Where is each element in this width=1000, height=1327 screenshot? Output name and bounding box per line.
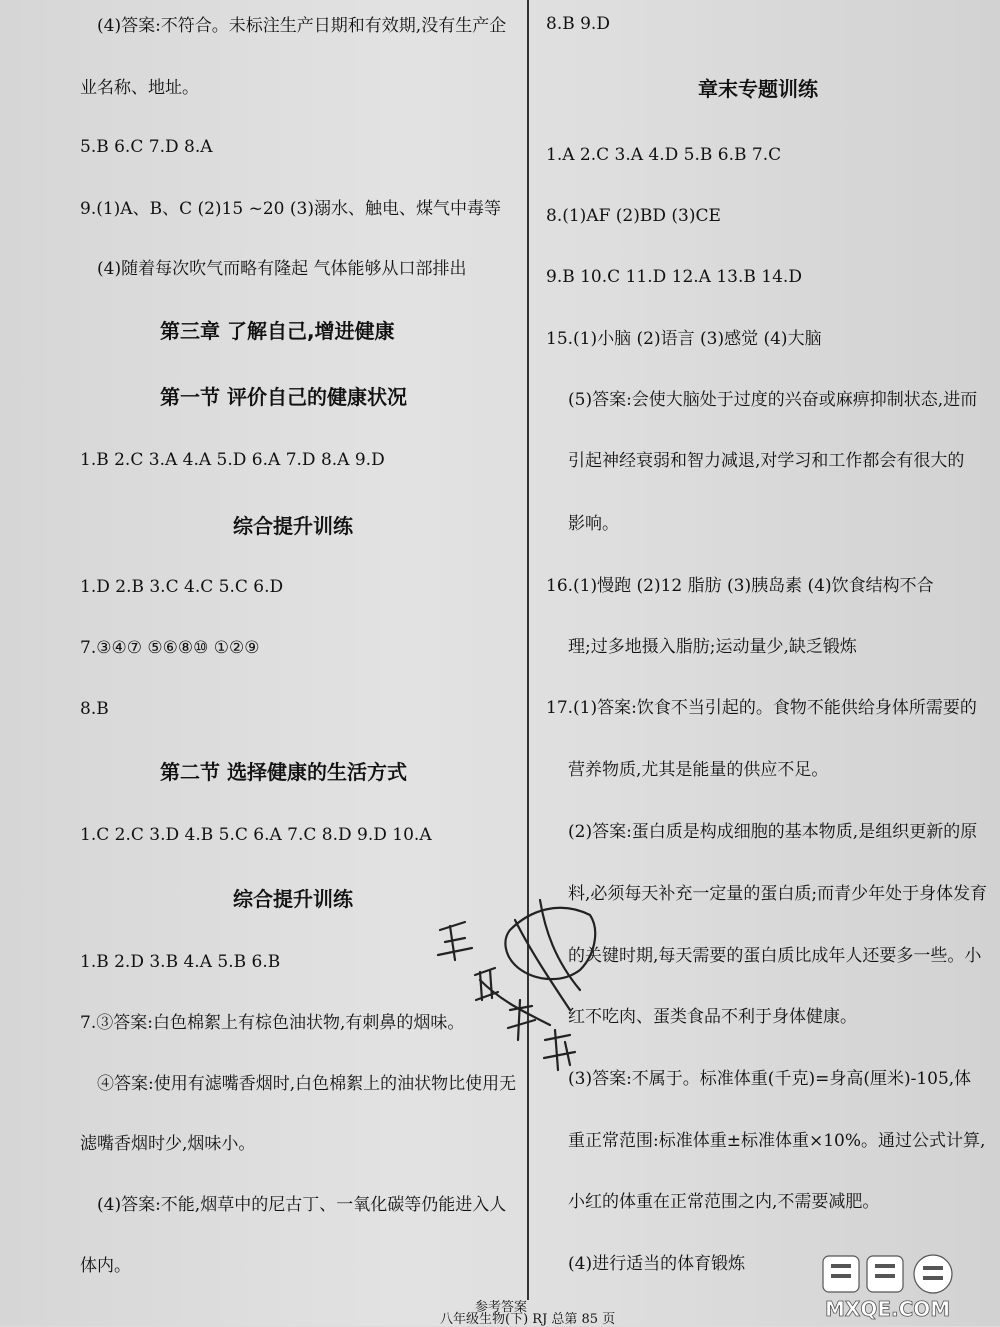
answer-line: 的关键时期,每天需要的蛋白质比成年人还要多一些。小 [568, 946, 982, 966]
answer-line: 滤嘴香烟时少,烟味小。 [80, 1134, 256, 1154]
answer-line: 17.(1)答案:饮食不当引起的。食物不能供给身体所需要的 [546, 698, 977, 718]
answer-line: (4)答案:不能,烟草中的尼古丁、一氧化碳等仍能进入人 [97, 1195, 507, 1215]
answer-line: 7.③答案:白色棉絮上有棕色油状物,有刺鼻的烟味。 [80, 1013, 465, 1033]
answer-line: 16.(1)慢跑 (2)12 脂肪 (3)胰岛素 (4)饮食结构不合 [546, 576, 934, 596]
answer-line: 5.B 6.C 7.D 8.A [80, 137, 213, 157]
answer-line: 重正常范围:标准体重±标准体重×10%。通过公式计算, [568, 1131, 986, 1151]
answer-line: 9.(1)A、B、C (2)15 ~20 (3)溺水、触电、煤气中毒等 [80, 199, 501, 219]
answer-line: (4)答案:不符合。未标注生产日期和有效期,没有生产企 [97, 16, 507, 36]
answer-line: 引起神经衰弱和智力减退,对学习和工作都会有很大的 [568, 451, 965, 471]
section-heading: 章末专题训练 [698, 77, 818, 101]
answer-line: 1.C 2.C 3.D 4.B 5.C 6.A 7.C 8.D 9.D 10.A [80, 825, 432, 845]
answer-line: (2)答案:蛋白质是构成细胞的基本物质,是组织更新的原 [568, 822, 978, 842]
handwritten-watermark [420, 860, 620, 1100]
chapter-heading: 第三章 了解自己,增进健康 [160, 319, 395, 343]
answer-line: 1.B 2.D 3.B 4.A 5.B 6.B [80, 952, 281, 972]
watermark-text: 互助文档 [420, 860, 424, 861]
answer-line: 体内。 [80, 1256, 131, 1276]
answer-line: 1.A 2.C 3.A 4.D 5.B 6.B 7.C [546, 145, 782, 165]
answer-line: 8.(1)AF (2)BD (3)CE [546, 206, 721, 226]
section-heading: 综合提升训练 [233, 514, 353, 538]
answer-line: 8.B 9.D [546, 14, 610, 34]
answer-line: 红不吃肉、蛋类食品不利于身体健康。 [568, 1007, 857, 1027]
footer-title: 参考答案 [475, 1300, 528, 1315]
answer-line: (4)随着每次吹气而略有隆起 气体能够从口部排出 [97, 259, 467, 279]
answer-line: 营养物质,尤其是能量的供应不足。 [568, 760, 829, 780]
answer-line: (4)进行适当的体育锻炼 [568, 1254, 746, 1274]
column-divider [527, 0, 529, 1300]
answer-line: 1.D 2.B 3.C 4.C 5.C 6.D [80, 577, 284, 597]
answer-line: (5)答案:会使大脑处于过度的兴奋或麻痹抑制状态,进而 [568, 390, 978, 410]
answer-line: 9.B 10.C 11.D 12.A 13.B 14.D [546, 267, 802, 287]
answer-line: 理;过多地摄入脂肪;运动量少,缺乏锻炼 [568, 637, 857, 657]
answer-line: 7.③④⑦ ⑤⑥⑧⑩ ①②⑨ [80, 638, 260, 658]
footer-page-info: 八年级生物(下) RJ 总第 85 页 [440, 1312, 616, 1327]
answer-line: 影响。 [568, 514, 619, 534]
answer-line: ④答案:使用有滤嘴香烟时,白色棉絮上的油状物比使用无 [97, 1074, 517, 1094]
section-heading: 综合提升训练 [233, 887, 353, 911]
answer-line: 8.B [80, 699, 109, 719]
section-heading: 第一节 评价自己的健康状况 [160, 385, 407, 409]
answer-line: 小红的体重在正常范围之内,不需要减肥。 [568, 1192, 880, 1212]
site-logo [815, 1250, 995, 1326]
svg-text:MXQE.COM: MXQE.COM [825, 1297, 951, 1321]
answer-line: 15.(1)小脑 (2)语言 (3)感觉 (4)大脑 [546, 329, 822, 349]
answer-line: 1.B 2.C 3.A 4.A 5.D 6.A 7.D 8.A 9.D [80, 450, 385, 470]
answer-line: 业名称、地址。 [80, 78, 199, 98]
answer-line: (3)答案:不属于。标准体重(千克)=身高(厘米)-105,体 [568, 1069, 972, 1089]
section-heading: 第二节 选择健康的生活方式 [160, 760, 407, 784]
answer-line: 料,必须每天补充一定量的蛋白质;而青少年处于身体发育 [568, 884, 988, 904]
